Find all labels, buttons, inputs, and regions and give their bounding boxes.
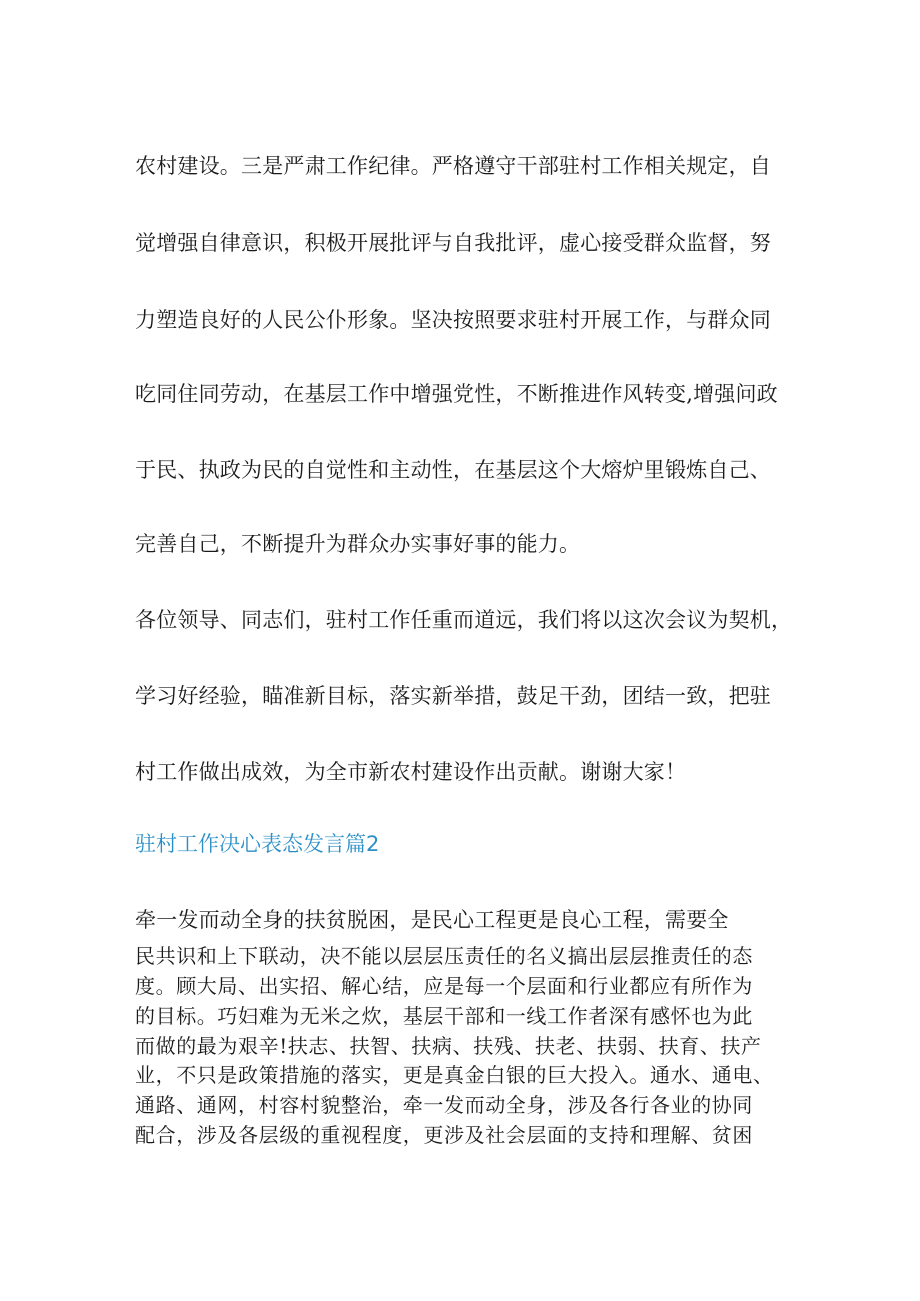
section-heading: 驻村工作决心表态发言篇2 (135, 832, 380, 856)
paragraph-line: 吃同住同劳动，在基层工作中增强党性，不断推进作风转变,增强问政 (135, 382, 778, 406)
paragraph-line: 各位领导、同志们，驻村工作任重而道远，我们将以这次会议为契机， (135, 608, 793, 632)
paragraph-line: 觉增强自律意识，积极开展批评与自我批评，虚心接受群众监督，努 (135, 231, 771, 255)
paragraph-line: 配合，涉及各层级的重视程度，更涉及社会层面的支持和理解、贫困 (135, 1123, 753, 1147)
paragraph-line: 的目标。巧妇难为无米之炊，基层干部和一线工作者深有感怀也为此 (135, 1004, 753, 1028)
paragraph-line: 业，不只是政策措施的落实，更是真金白银的巨大投入。通水、通电、 (135, 1063, 774, 1087)
paragraph-line: 村工作做出成效，为全市新农村建设作出贡献。谢谢大家！ (135, 760, 687, 784)
paragraph-line: 力塑造良好的人民公仆形象。坚决按照要求驻村开展工作，与群众同 (135, 308, 771, 332)
paragraph-line: 农村建设。三是严肃工作纪律。严格遵守干部驻村工作相关规定，自 (135, 154, 771, 178)
paragraph-line: 民共识和上下联动，决不能以层层压责任的名义搞出层层推责任的态 (135, 944, 753, 968)
paragraph-line: 于民、执政为民的自觉性和主动性，在基层这个大熔炉里锻炼自己、 (135, 458, 771, 482)
paragraph-line: 学习好经验，瞄准新目标，落实新举措，鼓足干劲，团结一致，把驻 (135, 684, 771, 708)
paragraph-line: 而做的最为艰辛!扶志、扶智、扶病、扶残、扶老、扶弱、扶育、扶产 (135, 1034, 762, 1058)
paragraph-line: 牵一发而动全身的扶贫脱困，是民心工程更是良心工程，需要全 (135, 908, 729, 932)
paragraph-line: 度。顾大局、出实招、解心结，应是每一个层面和行业都应有所作为 (135, 974, 753, 998)
paragraph-line: 通路、通网，村容村貌整治，牵一发而动全身，涉及各行各业的协同 (135, 1093, 753, 1117)
paragraph-line: 完善自己，不断提升为群众办实事好事的能力。 (135, 532, 581, 556)
